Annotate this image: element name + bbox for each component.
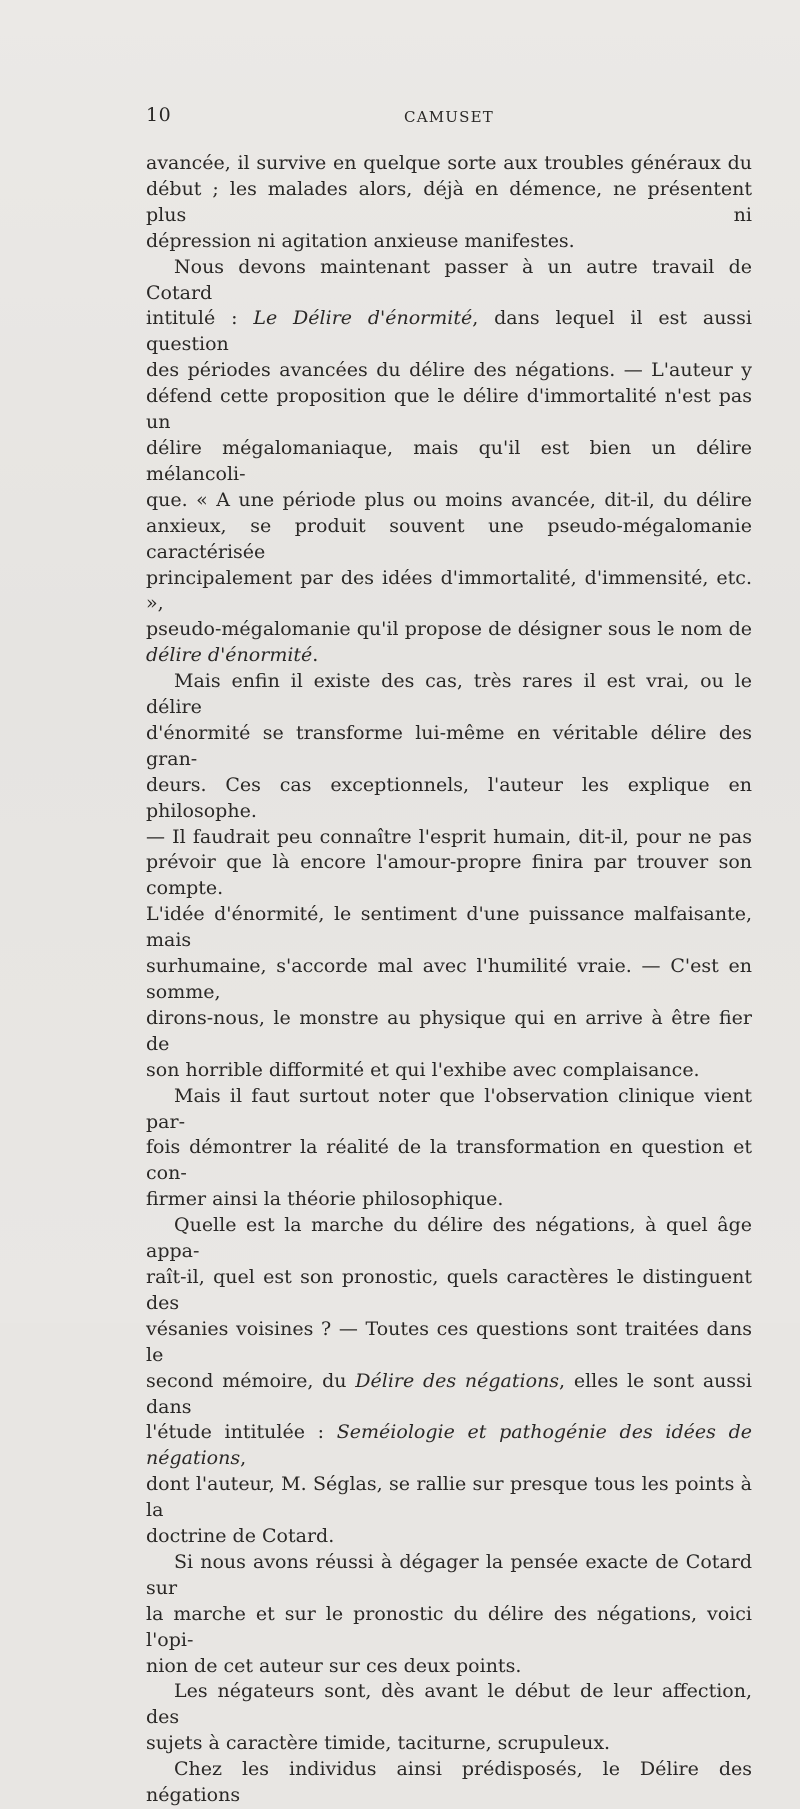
text-line — [146, 436, 752, 488]
text-segment: vésanies voisines ? — Toutes ces questions sont traitées dans le — [146, 1317, 752, 1366]
text-segment: deurs. Ces cas exceptionnels, l'auteur les explique en philosophe. — [146, 773, 752, 822]
text-segment: intitulé : — [146, 307, 254, 330]
text-line — [146, 488, 752, 514]
text-segment: dirons-nous, le monstre au physique qui en arrive à être fier de — [146, 1006, 752, 1055]
text-line — [146, 902, 752, 954]
text-segment: — Il faudrait peu connaître l'esprit humain, dit-il, pour ne pas — [146, 825, 752, 848]
text-segment: délire mégalomaniaque, mais qu'il est bien un délire mélancoli- — [146, 436, 752, 485]
italic-title: Le Délire d'énormité — [253, 307, 473, 330]
text-line — [146, 1524, 752, 1550]
page-number: 10 — [146, 104, 172, 126]
text-segment: prévoir que là encore l'amour-propre finira par trouver son compte. — [146, 851, 752, 900]
text-segment: son horrible difformité et qui l'exhibe avec complaisance. — [146, 1058, 700, 1081]
text-line — [146, 850, 752, 902]
text-segment: Si nous avons réussi à dégager la pensée exacte de Cotard sur — [146, 1550, 752, 1599]
body-text — [146, 151, 752, 1809]
text-segment: Chez les individus ainsi prédisposés, le Délire des négations — [146, 1758, 752, 1807]
text-segment: Quelle est la marche du délire des négations, à quel âge appa- — [146, 1214, 752, 1263]
text-line — [146, 177, 752, 229]
text-line — [146, 954, 752, 1006]
page-header — [146, 104, 752, 130]
text-segment: firmer ainsi la théorie philosophique. — [146, 1188, 504, 1211]
text-line — [146, 1550, 752, 1602]
text-line — [146, 358, 752, 384]
text-segment: sujets à caractère timide, taciturne, scrupuleux. — [146, 1732, 611, 1755]
text-line — [146, 1084, 752, 1136]
text-segment: d'énormité se transforme lui-même en véritable délire des gran- — [146, 721, 752, 770]
text-line — [146, 1472, 752, 1524]
text-segment: pseudo-mégalomanie qu'il propose de désigner sous le nom de — [146, 618, 752, 641]
text-line — [146, 1006, 752, 1058]
text-line — [146, 229, 752, 255]
running-head: CAMUSET — [404, 108, 494, 126]
text-segment: second mémoire, du — [146, 1369, 356, 1392]
text-segment: Mais il faut surtout noter que l'observation clinique vient par- — [146, 1084, 752, 1133]
text-line — [146, 306, 752, 358]
text-line — [146, 1420, 752, 1472]
text-segment: raît-il, quel est son pronostic, quels caractères le distinguent des — [146, 1265, 752, 1314]
text-line — [146, 1602, 752, 1654]
text-segment: dépression ni agitation anxieuse manifestes. — [146, 229, 575, 252]
text-segment: que. « A une période plus ou moins avancée, dit-il, du délire — [146, 488, 752, 511]
text-segment: Mais enfin il existe des cas, très rares il est vrai, ou le délire — [146, 670, 752, 719]
text-line — [146, 1731, 752, 1757]
text-line — [146, 1757, 752, 1809]
italic-title: Délire des négations — [355, 1369, 560, 1392]
text-segment: défend cette proposition que le délire d'immortalité n'est pas un — [146, 385, 752, 434]
text-segment: anxieux, se produit souvent une pseudo-mégalomanie caractérisée — [146, 514, 752, 563]
text-segment: l'étude intitulée : — [146, 1421, 337, 1444]
text-line — [146, 773, 752, 825]
text-line — [146, 566, 752, 618]
text-line — [146, 1369, 752, 1421]
text-segment: fois démontrer la réalité de la transformation en question et con- — [146, 1136, 752, 1185]
text-line — [146, 669, 752, 721]
text-line — [146, 617, 752, 643]
text-line — [146, 1265, 752, 1317]
text-segment: L'idée d'énormité, le sentiment d'une puissance malfaisante, mais — [146, 903, 752, 952]
text-line — [146, 825, 752, 851]
text-line — [146, 255, 752, 307]
text-segment: , dans lequel il est aussi question — [146, 307, 753, 356]
text-line — [146, 643, 752, 669]
text-line — [146, 1654, 752, 1680]
italic-title: Seméiologie et pathogénie des idées de négations — [146, 1421, 752, 1470]
text-segment: avancée, il survive en quelque sorte aux troubles généraux du — [146, 152, 752, 174]
text-segment: surhumaine, s'accorde mal avec l'humilité vraie. — C'est en somme, — [146, 955, 752, 1003]
text-line — [146, 514, 752, 566]
text-line — [146, 1213, 752, 1265]
text-segment: la marche et sur le pronostic du délire des négations, voici l'opi- — [146, 1602, 752, 1651]
text-line — [146, 1135, 752, 1187]
italic-title: délire d'énormité — [146, 644, 313, 667]
text-line — [146, 1679, 752, 1731]
text-line — [146, 1058, 752, 1084]
text-segment: Les négateurs sont, dès avant le début de leur affection, des — [146, 1680, 752, 1729]
text-segment: Nous devons maintenant passer à un autre travail de Cotard — [146, 255, 752, 304]
text-segment: des périodes avancées du délire des négations. — L'auteur y — [146, 359, 752, 382]
text-segment: dont l'auteur, M. Séglas, se rallie sur presque tous les points à la — [146, 1473, 752, 1522]
text-segment: nion de cet auteur sur ces deux points. — [146, 1654, 522, 1677]
text-segment: début ; les malades alors, déjà en démence, ne présentent plus ni — [146, 177, 752, 226]
text-line — [146, 1317, 752, 1369]
text-line — [146, 1187, 752, 1213]
text-segment: doctrine de Cotard. — [146, 1525, 335, 1548]
text-line — [146, 384, 752, 436]
text-segment: , — [240, 1447, 247, 1470]
text-line — [146, 151, 752, 177]
text-line — [146, 721, 752, 773]
text-segment: principalement par des idées d'immortalité, d'immensité, etc. », — [146, 566, 752, 615]
text-segment: . — [312, 644, 319, 667]
text-segment: , elles le sont aussi dans — [146, 1369, 752, 1418]
